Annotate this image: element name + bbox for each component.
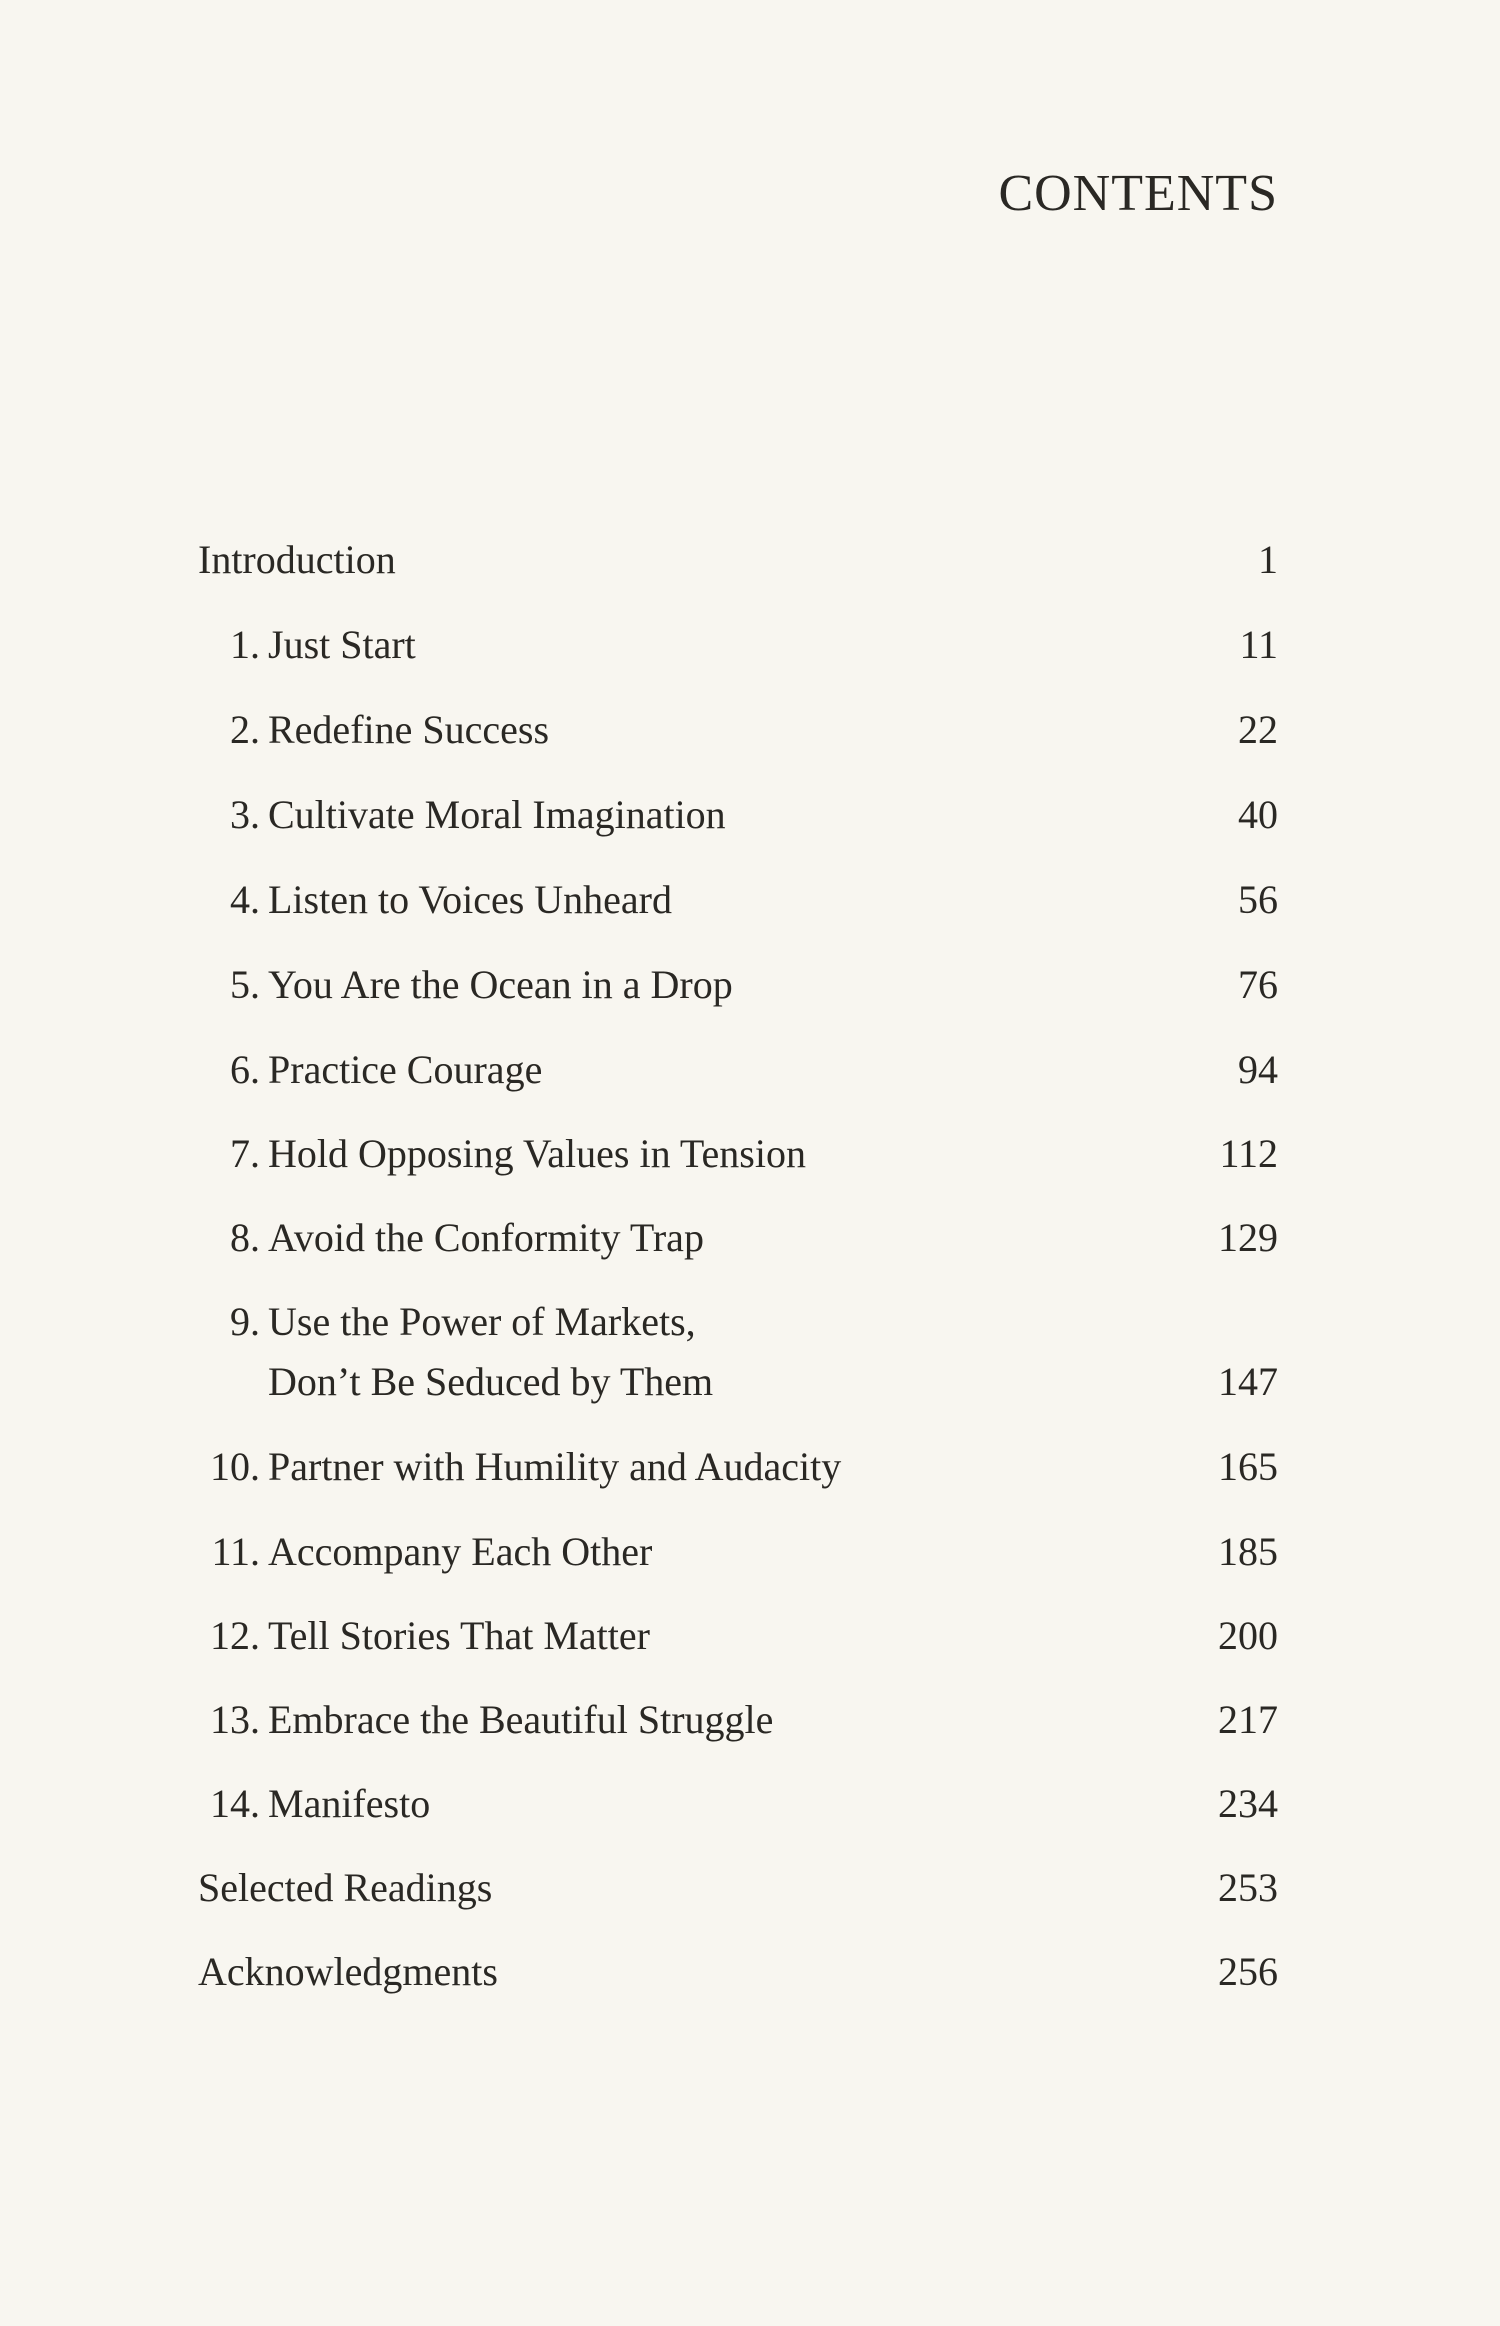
- toc-entry-title: Selected Readings: [198, 1865, 493, 1910]
- toc-entry-number: 9.: [230, 1299, 260, 1344]
- toc-entry-number: 1.: [230, 622, 260, 667]
- toc-entry-page: 234: [1218, 1781, 1278, 1826]
- toc-entry-title: You Are the Ocean in a Drop: [268, 962, 733, 1007]
- toc-entry-title: Manifesto: [268, 1781, 431, 1826]
- toc-entry-number: 2.: [230, 707, 260, 752]
- toc-entry-chapter-9: [198, 1292, 1278, 1412]
- toc-entry-page: 1: [1258, 537, 1278, 582]
- toc-entry-page: 112: [1219, 1131, 1278, 1176]
- toc-entry-title: Use the Power of Markets,: [268, 1299, 696, 1344]
- toc-entry-page: 256: [1218, 1949, 1278, 1994]
- toc-entry-page: 147: [1218, 1359, 1278, 1404]
- toc-entry-title: Redefine Success: [268, 707, 550, 752]
- toc-entry-page: 94: [1238, 1047, 1278, 1092]
- toc-entry-number: 8.: [230, 1215, 260, 1260]
- toc-entry-title: Just Start: [268, 622, 416, 667]
- toc-entry-number: 11.: [211, 1529, 260, 1574]
- toc-entry-page: 185: [1218, 1529, 1278, 1574]
- toc-entry-title: Partner with Humility and Audacity: [268, 1444, 842, 1489]
- toc-entry-number: 14.: [210, 1781, 260, 1826]
- toc-entry-title: Introduction: [198, 537, 396, 582]
- toc-entry-page: 56: [1238, 877, 1278, 922]
- toc-entry-number: 4.: [230, 877, 260, 922]
- toc-entry-number: 10.: [210, 1444, 260, 1489]
- toc-entry-page: 22: [1238, 707, 1278, 752]
- toc-entry-title: Cultivate Moral Imagination: [268, 792, 726, 837]
- toc-entry-page: 253: [1218, 1865, 1278, 1910]
- toc-entry-number: 6.: [230, 1047, 260, 1092]
- toc-entry-number: 7.: [230, 1131, 260, 1176]
- toc-entry-number: 13.: [210, 1697, 260, 1742]
- toc-entry-number: 5.: [230, 962, 260, 1007]
- toc-entry-page: 200: [1218, 1613, 1278, 1658]
- toc-entry-title: Acknowledgments: [198, 1949, 498, 1994]
- toc-entry-page: 129: [1218, 1215, 1278, 1260]
- toc-entry-title: Listen to Voices Unheard: [268, 877, 673, 922]
- toc-entry-title: Embrace the Beautiful Struggle: [268, 1697, 774, 1742]
- toc-entry-title: Practice Courage: [268, 1047, 543, 1092]
- toc-entry-page: 40: [1238, 792, 1278, 837]
- contents-heading: CONTENTS: [998, 165, 1278, 222]
- toc-entry-title: Accompany Each Other: [268, 1529, 653, 1574]
- toc-entry-page: 76: [1238, 962, 1278, 1007]
- toc-entry-title-continued: Don’t Be Seduced by Them: [268, 1359, 714, 1404]
- toc-entry-title: Avoid the Conformity Trap: [268, 1215, 704, 1260]
- toc-entry-number: 3.: [230, 792, 260, 837]
- toc-entry-title: Hold Opposing Values in Tension: [268, 1131, 806, 1176]
- toc-entry-page: 217: [1218, 1697, 1278, 1742]
- toc-entry-page: 11: [1239, 622, 1278, 667]
- toc-entry-title: Tell Stories That Matter: [268, 1613, 650, 1658]
- toc-entry-number: 12.: [210, 1613, 260, 1658]
- toc-entry-page: 165: [1218, 1444, 1278, 1489]
